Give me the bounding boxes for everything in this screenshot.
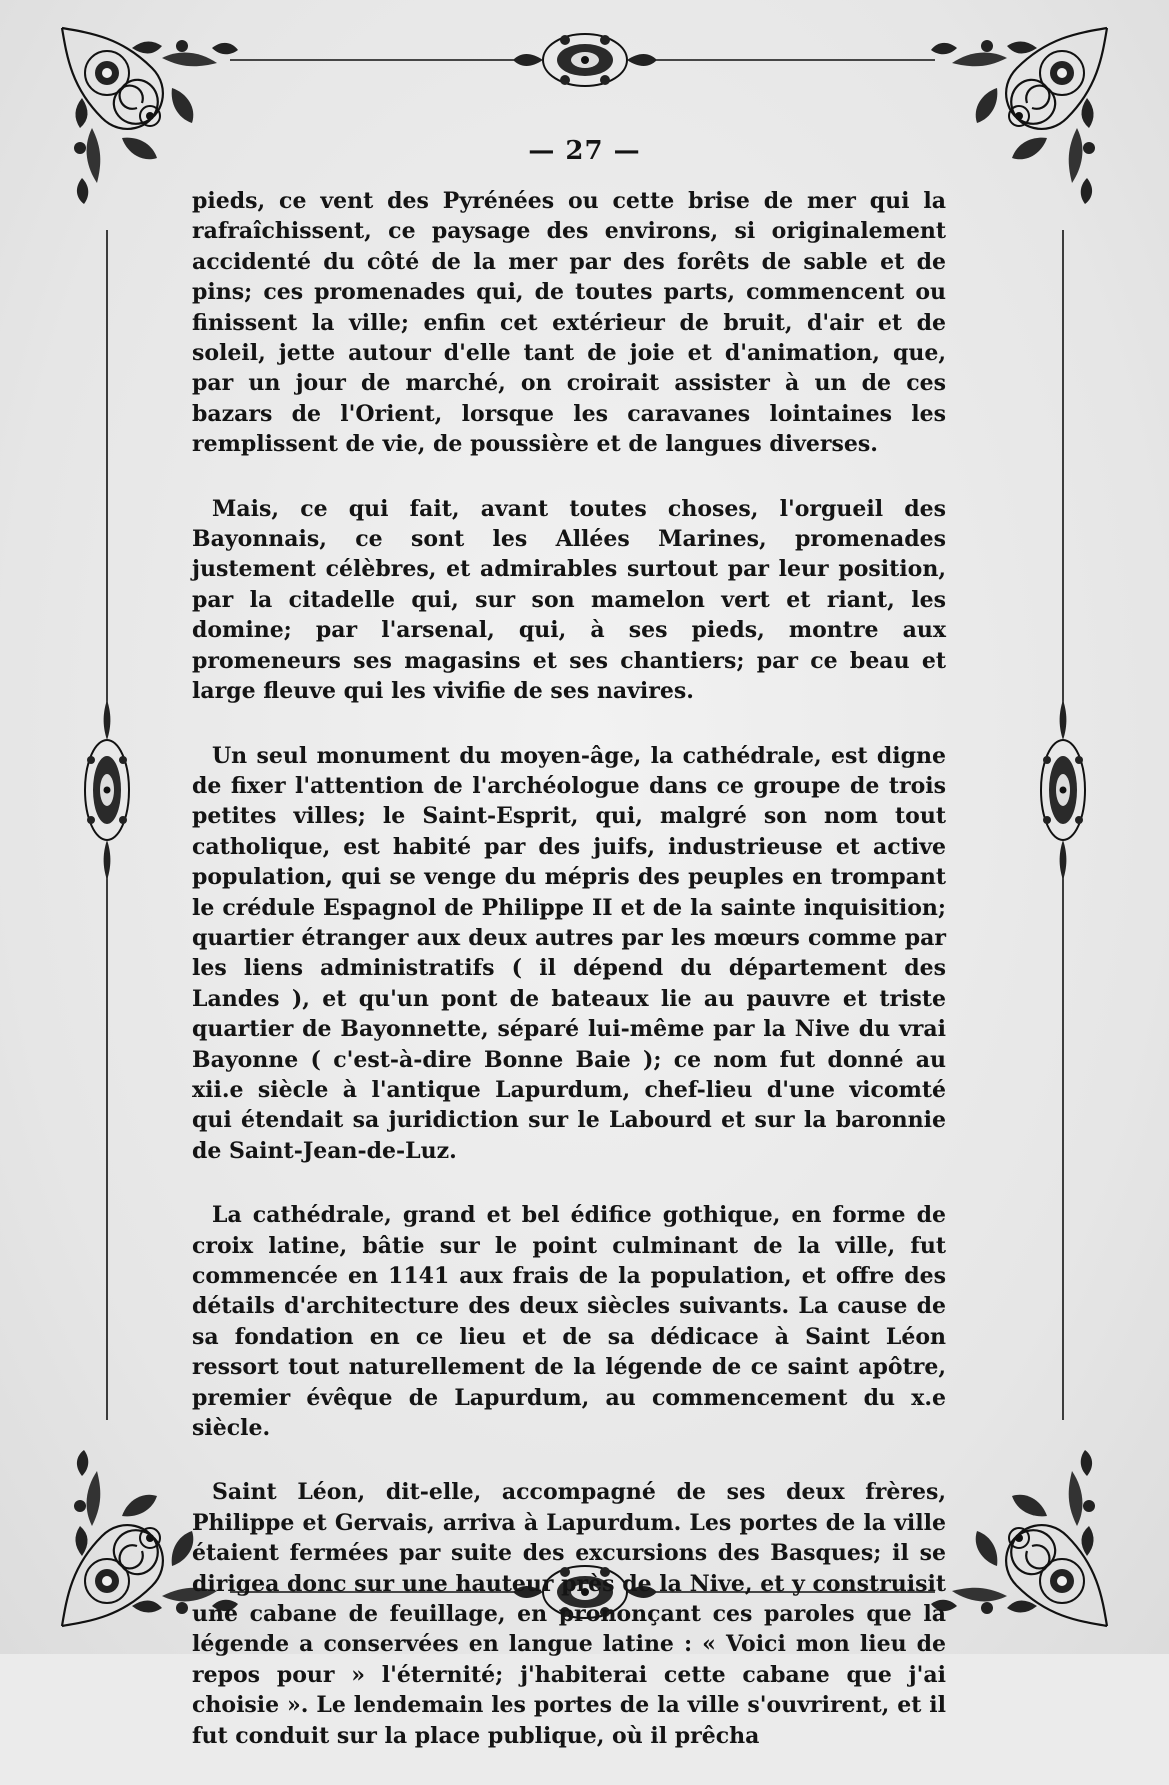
ornament-top-center-icon bbox=[513, 34, 657, 86]
paragraph: Mais, ce qui fait, avant toutes choses, l'orgueil des Bayonnais, ce sont les Allées Marines, promenades justement célèbres, et admirables surtout par leur position, par la citadelle qui, sur son mamelon vert et riant, les domine; par l'arsenal, qui, à ses pieds, montre aux promeneurs ses magasins et ses chantiers; par ce beau et large fleuve qui les vivifie de ses navires. bbox=[192, 495, 946, 705]
paragraph: pieds, ce vent des Pyrénées ou cette brise de mer qui la rafraîchissent, ce paysage des environs, si originalement accidenté du côté de la mer par des forêts de sable et de pins; ces promenades qui, de toutes parts, commencent ou finissent la ville; enfin cet extérieur de bruit, d'air et de soleil, jette autour d'elle tant de joie et d'animation, que, par un jour de marché, on croirait assister à un de ces bazars de l'Orient, lorsque les caravanes lointaines les remplissent de vie, de poussière et de langues diverses. bbox=[192, 188, 946, 458]
paragraph: Saint Léon, dit-elle, accompagné de ses deux frères, Philippe et Gervais, arriva à Lapurdum. Les portes de la ville étaient fermées par suite des excursions des Basques; il se dirigea donc sur une hauteur près de la Nive, et y construisit une cabane de feuillage, en prononçant ces paroles que la légende a conservées en langue latine : « Voici mon lieu de repos pour » l'éternité; j'habiterai cette cabane que j'ai choisie ». Le lendemain les portes de la ville s'ouvrirent, et il fut conduit sur la place publique, où il prêcha bbox=[192, 1479, 946, 1749]
page-number: — 27 — bbox=[528, 136, 641, 166]
paragraph: Un seul monument du moyen-âge, la cathédrale, est digne de fixer l'attention de l'archéologue dans ce groupe de trois petites villes; le Saint-Esprit, qui, malgré son nom tout catholique, est habité par des juifs, industrieuse et active population, qui se venge du mépris des peuples en trompant le crédule Espagnol de Philippe II et de la sainte inquisition; quartier étranger aux deux autres par les mœurs comme par les liens administratifs ( il dépend du département des Landes ), et qu'un pont de bateaux lie au pauvre et triste quartier de Bayonnette, séparé lui-même par la Nive du vrai Bayonne ( c'est-à-dire Bonne Baie ); ce nom fut donné au xii.e siècle à l'antique Lapurdum, chef-lieu d'une vicomté qui étendait sa juridiction sur le Labourd et sur la baronnie de Saint-Jean-de-Luz. bbox=[192, 742, 946, 1164]
body-text bbox=[192, 186, 946, 1785]
corner-ornament-top-left-icon bbox=[62, 28, 238, 204]
paragraph: La cathédrale, grand et bel édifice gothique, en forme de croix latine, bâtie sur le point culminant de la ville, fut commencée en 1141 aux frais de la population, et offre des détails d'architecture des deux siècles suivants. La cause de sa fondation en ce lieu et de sa dédicace à Saint Léon ressort tout naturellement de la légende de ce saint apôtre, premier évêque de Lapurdum, au commencement du x.e siècle. bbox=[192, 1202, 946, 1442]
ornament-left-center-icon bbox=[85, 700, 129, 880]
corner-ornament-bottom-right-icon bbox=[931, 1450, 1107, 1626]
corner-ornament-top-right-icon bbox=[931, 28, 1107, 204]
ornament-right-center-icon bbox=[1041, 700, 1085, 880]
